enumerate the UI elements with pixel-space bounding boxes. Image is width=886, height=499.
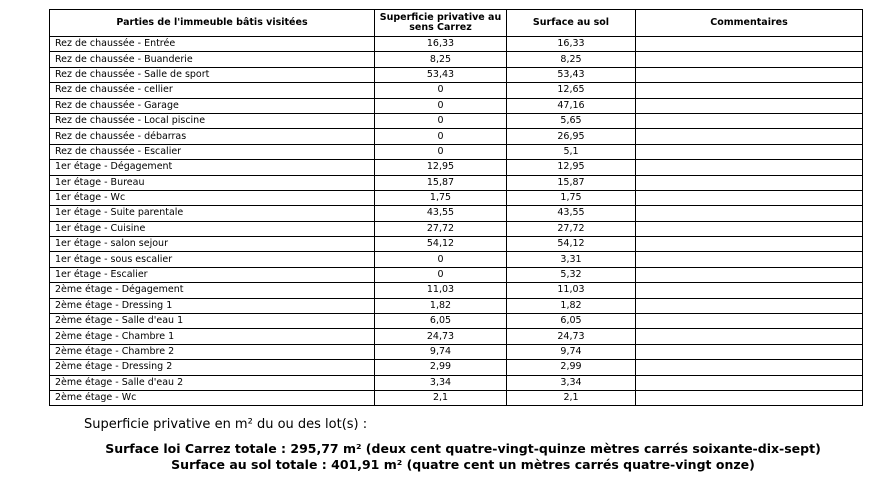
cell-sol: 2,1 bbox=[507, 390, 636, 405]
cell-part: Rez de chaussée - Escalier bbox=[50, 144, 375, 159]
table-row bbox=[50, 314, 863, 329]
cell-sol: 11,03 bbox=[507, 283, 636, 298]
table-row bbox=[50, 144, 863, 159]
cell-comment bbox=[636, 113, 863, 128]
cell-sol: 12,95 bbox=[507, 160, 636, 175]
cell-comment bbox=[636, 221, 863, 236]
table-row bbox=[50, 221, 863, 236]
cell-part: 1er étage - Dégagement bbox=[50, 160, 375, 175]
table-row bbox=[50, 129, 863, 144]
cell-part: Rez de chaussée - cellier bbox=[50, 83, 375, 98]
cell-carrez: 8,25 bbox=[375, 52, 507, 67]
cell-carrez: 2,1 bbox=[375, 390, 507, 405]
table-row bbox=[50, 67, 863, 82]
cell-part: 1er étage - sous escalier bbox=[50, 252, 375, 267]
cell-comment bbox=[636, 360, 863, 375]
cell-carrez: 53,43 bbox=[375, 67, 507, 82]
cell-sol: 5,65 bbox=[507, 113, 636, 128]
table-row bbox=[50, 344, 863, 359]
table-row bbox=[50, 375, 863, 390]
cell-carrez: 15,87 bbox=[375, 175, 507, 190]
cell-part: Rez de chaussée - Buanderie bbox=[50, 52, 375, 67]
cell-comment bbox=[636, 344, 863, 359]
cell-part: Rez de chaussée - Garage bbox=[50, 98, 375, 113]
table-row bbox=[50, 390, 863, 405]
cell-carrez: 24,73 bbox=[375, 329, 507, 344]
cell-part: 2ème étage - Dressing 1 bbox=[50, 298, 375, 313]
cell-sol: 24,73 bbox=[507, 329, 636, 344]
cell-sol: 9,74 bbox=[507, 344, 636, 359]
cell-comment bbox=[636, 298, 863, 313]
cell-sol: 6,05 bbox=[507, 314, 636, 329]
table-row bbox=[50, 206, 863, 221]
cell-part: 2ème étage - Dégagement bbox=[50, 283, 375, 298]
table-header-row bbox=[50, 10, 863, 37]
cell-comment bbox=[636, 175, 863, 190]
cell-carrez: 2,99 bbox=[375, 360, 507, 375]
cell-sol: 1,75 bbox=[507, 190, 636, 205]
cell-comment bbox=[636, 144, 863, 159]
cell-carrez: 0 bbox=[375, 83, 507, 98]
cell-comment bbox=[636, 267, 863, 282]
cell-carrez: 11,03 bbox=[375, 283, 507, 298]
cell-sol: 16,33 bbox=[507, 37, 636, 52]
cell-comment bbox=[636, 129, 863, 144]
sol-total: Surface au sol totale : 401,91 m² (quatre cent un mètres carrés quatre-vingt onze) bbox=[171, 457, 755, 472]
cell-part: Rez de chaussée - Salle de sport bbox=[50, 67, 375, 82]
cell-sol: 54,12 bbox=[507, 237, 636, 252]
cell-carrez: 6,05 bbox=[375, 314, 507, 329]
table-row bbox=[50, 160, 863, 175]
surface-table bbox=[49, 9, 863, 406]
cell-part: 1er étage - Cuisine bbox=[50, 221, 375, 236]
cell-sol: 27,72 bbox=[507, 221, 636, 236]
cell-comment bbox=[636, 52, 863, 67]
table-row bbox=[50, 113, 863, 128]
cell-carrez: 54,12 bbox=[375, 237, 507, 252]
header-carrez: Superficie privative au sens Carrez bbox=[375, 10, 507, 37]
cell-comment bbox=[636, 375, 863, 390]
cell-carrez: 9,74 bbox=[375, 344, 507, 359]
cell-part: 2ème étage - Dressing 2 bbox=[50, 360, 375, 375]
table-row bbox=[50, 37, 863, 52]
table-row bbox=[50, 283, 863, 298]
summary-label: Superficie privative en m² du ou des lot(s) : bbox=[84, 417, 368, 432]
cell-comment bbox=[636, 329, 863, 344]
cell-sol: 2,99 bbox=[507, 360, 636, 375]
header-sol: Surface au sol bbox=[507, 10, 636, 37]
surface-table-container bbox=[49, 9, 862, 406]
cell-sol: 53,43 bbox=[507, 67, 636, 82]
cell-part: Rez de chaussée - Local piscine bbox=[50, 113, 375, 128]
cell-part: 1er étage - Wc bbox=[50, 190, 375, 205]
table-row bbox=[50, 267, 863, 282]
cell-sol: 12,65 bbox=[507, 83, 636, 98]
cell-sol: 1,82 bbox=[507, 298, 636, 313]
cell-comment bbox=[636, 83, 863, 98]
cell-part: 1er étage - Bureau bbox=[50, 175, 375, 190]
cell-part: Rez de chaussée - Entrée bbox=[50, 37, 375, 52]
table-row bbox=[50, 252, 863, 267]
cell-carrez: 0 bbox=[375, 252, 507, 267]
table-body bbox=[50, 37, 863, 406]
header-part: Parties de l'immeuble bâtis visitées bbox=[50, 10, 375, 37]
cell-comment bbox=[636, 390, 863, 405]
carrez-total: Surface loi Carrez totale : 295,77 m² (deux cent quatre-vingt-quinze mètres carrés soixante-dix-sept) bbox=[105, 441, 821, 456]
cell-comment bbox=[636, 37, 863, 52]
cell-comment bbox=[636, 206, 863, 221]
cell-comment bbox=[636, 237, 863, 252]
cell-part: 1er étage - Escalier bbox=[50, 267, 375, 282]
cell-sol: 43,55 bbox=[507, 206, 636, 221]
cell-sol: 3,31 bbox=[507, 252, 636, 267]
cell-part: 2ème étage - Wc bbox=[50, 390, 375, 405]
cell-carrez: 12,95 bbox=[375, 160, 507, 175]
cell-part: 2ème étage - Salle d'eau 1 bbox=[50, 314, 375, 329]
table-row bbox=[50, 190, 863, 205]
cell-comment bbox=[636, 283, 863, 298]
cell-comment bbox=[636, 98, 863, 113]
table-row bbox=[50, 98, 863, 113]
cell-sol: 8,25 bbox=[507, 52, 636, 67]
cell-comment bbox=[636, 314, 863, 329]
table-row bbox=[50, 298, 863, 313]
cell-comment bbox=[636, 67, 863, 82]
cell-comment bbox=[636, 190, 863, 205]
table-row bbox=[50, 360, 863, 375]
cell-carrez: 0 bbox=[375, 98, 507, 113]
cell-carrez: 1,75 bbox=[375, 190, 507, 205]
cell-carrez: 0 bbox=[375, 113, 507, 128]
cell-part: 2ème étage - Chambre 1 bbox=[50, 329, 375, 344]
cell-comment bbox=[636, 252, 863, 267]
cell-sol: 5,1 bbox=[507, 144, 636, 159]
header-comments: Commentaires bbox=[636, 10, 863, 37]
cell-part: 2ème étage - Chambre 2 bbox=[50, 344, 375, 359]
table-row bbox=[50, 329, 863, 344]
table-row bbox=[50, 52, 863, 67]
cell-part: 1er étage - salon sejour bbox=[50, 237, 375, 252]
cell-carrez: 3,34 bbox=[375, 375, 507, 390]
cell-part: Rez de chaussée - débarras bbox=[50, 129, 375, 144]
table-row bbox=[50, 175, 863, 190]
cell-carrez: 27,72 bbox=[375, 221, 507, 236]
cell-comment bbox=[636, 160, 863, 175]
cell-sol: 26,95 bbox=[507, 129, 636, 144]
cell-carrez: 0 bbox=[375, 267, 507, 282]
cell-sol: 15,87 bbox=[507, 175, 636, 190]
cell-part: 1er étage - Suite parentale bbox=[50, 206, 375, 221]
cell-carrez: 0 bbox=[375, 144, 507, 159]
cell-carrez: 0 bbox=[375, 129, 507, 144]
cell-sol: 3,34 bbox=[507, 375, 636, 390]
table-row bbox=[50, 83, 863, 98]
cell-part: 2ème étage - Salle d'eau 2 bbox=[50, 375, 375, 390]
cell-carrez: 43,55 bbox=[375, 206, 507, 221]
cell-carrez: 1,82 bbox=[375, 298, 507, 313]
cell-sol: 5,32 bbox=[507, 267, 636, 282]
cell-carrez: 16,33 bbox=[375, 37, 507, 52]
table-row bbox=[50, 237, 863, 252]
cell-sol: 47,16 bbox=[507, 98, 636, 113]
